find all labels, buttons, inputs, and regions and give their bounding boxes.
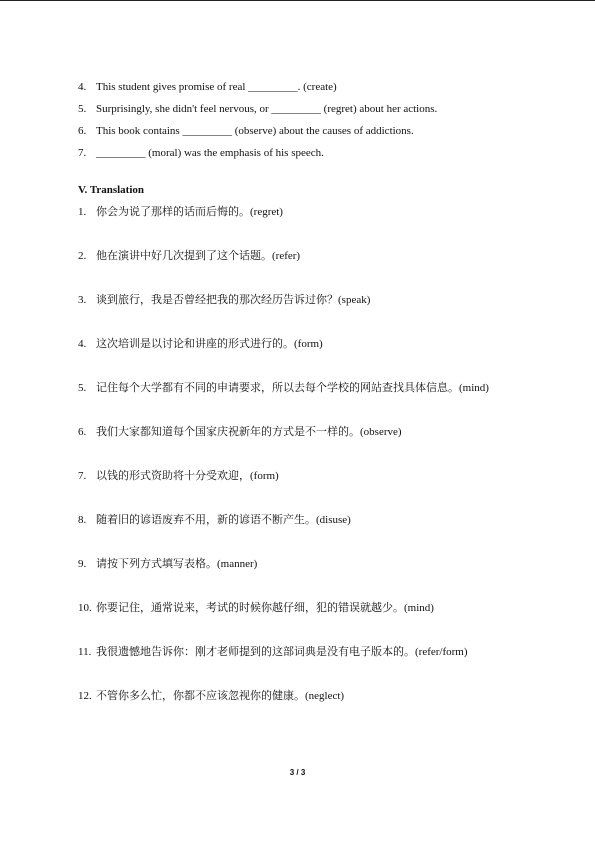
item-text: 这次培训是以讨论和讲座的形式进行的。(form) <box>96 338 323 350</box>
item-text: 记住每个大学都有不同的申请要求，所以去每个学校的网站查找具体信息。(mind) <box>96 382 489 394</box>
translation-item <box>78 205 283 219</box>
item-number: 5. <box>78 382 87 394</box>
item-number: 6. <box>78 426 87 438</box>
translation-item <box>78 249 300 263</box>
translation-item <box>78 645 468 659</box>
item-text: 不管你多么忙，你都不应该忽视你的健康。(neglect) <box>96 690 345 702</box>
fill-in-item <box>78 80 337 94</box>
translation-item <box>78 381 489 395</box>
item-number: 4. <box>78 81 87 93</box>
item-text: 请按下列方式填写表格。(manner) <box>96 558 258 570</box>
item-text: 你要记住，通常说来，考试的时候你越仔细，犯的错误就越少。(mind) <box>96 602 434 614</box>
item-number: 8. <box>78 514 87 526</box>
translation-item <box>78 469 279 483</box>
item-text: This book contains _________ (observe) about the causes of addictions. <box>96 125 414 137</box>
item-text: This student gives promise of real _________. (create) <box>96 81 337 93</box>
item-number: 1. <box>78 206 87 218</box>
item-number: 5. <box>78 103 87 115</box>
item-number: 2. <box>78 250 87 262</box>
item-text: 随着旧的谚语废弃不用，新的谚语不断产生。(disuse) <box>96 514 351 526</box>
translation-item <box>78 557 257 571</box>
item-number: 7. <box>78 470 87 482</box>
item-number: 7. <box>78 147 87 159</box>
translation-item <box>78 425 402 439</box>
fill-in-item <box>78 102 437 116</box>
item-text: 我很遗憾地告诉你：刚才老师提到的这部词典是没有电子版本的。(refer/form) <box>96 646 468 658</box>
translation-item <box>78 337 323 351</box>
fill-in-item <box>78 124 414 138</box>
item-number: 12. <box>78 690 92 702</box>
item-text: 我们大家都知道每个国家庆祝新年的方式是不一样的。(observe) <box>96 426 402 438</box>
item-number: 10. <box>78 602 92 614</box>
item-number: 9. <box>78 558 87 570</box>
item-text: 你会为说了那样的话而后悔的。(regret) <box>96 206 283 218</box>
item-text: 谈到旅行，我是否曾经把我的那次经历告诉过你？(speak) <box>96 294 371 306</box>
item-number: 4. <box>78 338 87 350</box>
translation-item <box>78 601 434 615</box>
fill-in-item <box>78 146 324 160</box>
item-text: 他在演讲中好几次提到了这个话题。(refer) <box>96 250 301 262</box>
item-text: 以钱的形式资助将十分受欢迎，(form) <box>96 470 279 482</box>
item-text: _________ (moral) was the emphasis of his speech. <box>96 147 324 159</box>
section-heading: V. Translation <box>78 184 145 196</box>
item-number: 3. <box>78 294 87 306</box>
item-number: 11. <box>78 646 92 658</box>
item-number: 6. <box>78 125 87 137</box>
item-text: Surprisingly, she didn't feel nervous, or _________ (regret) about her actions. <box>96 103 438 115</box>
translation-item <box>78 293 370 307</box>
translation-item <box>78 513 351 527</box>
page-number: 3 / 3 <box>289 768 306 777</box>
translation-item <box>78 689 344 703</box>
